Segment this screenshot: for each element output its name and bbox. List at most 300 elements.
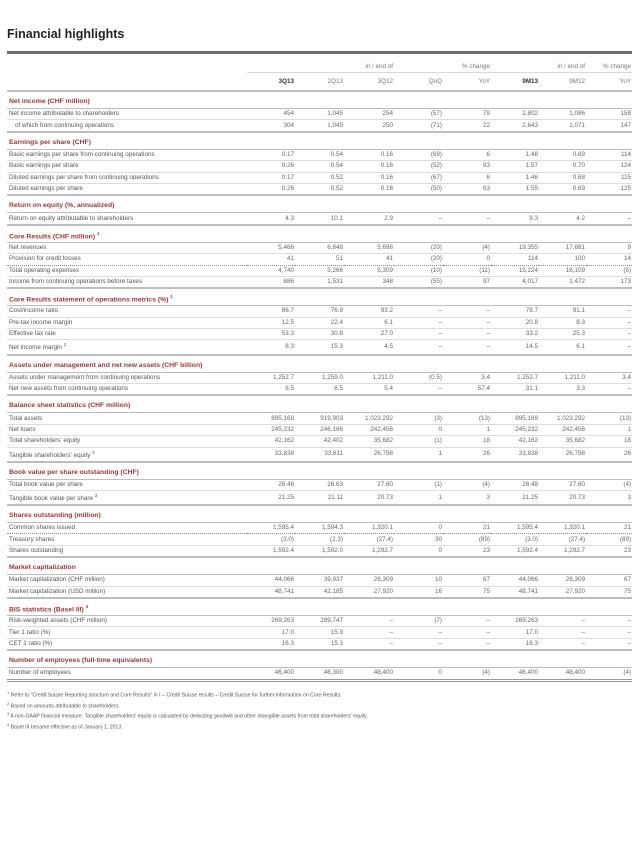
value-cell-3q13: 53.3 <box>247 329 295 340</box>
value-cell-9m13: 1.57 <box>491 161 539 172</box>
row-label <box>7 616 247 627</box>
value-cell-3q12: 0.16 <box>344 172 394 183</box>
value-cell-3q12: 48,400 <box>344 668 394 680</box>
value-cell-9m12: 16,109 <box>539 265 586 276</box>
table-row <box>7 616 632 627</box>
value-cell-3q12: 5,698 <box>344 242 394 253</box>
row-label-text: Total book value per share <box>9 480 83 488</box>
value-cell-yoy: 97 <box>443 276 491 288</box>
row-label-text: Net income attributable to shareholders <box>9 110 119 118</box>
value-cell-qoq: 1 <box>394 447 443 462</box>
row-label <box>7 668 247 680</box>
table-row <box>7 523 632 534</box>
row-label-text: Basic earnings per share from continuing operations <box>9 150 155 158</box>
value-cell-3q13: 895,169 <box>247 413 295 424</box>
value-cell-9m12: 0.69 <box>539 183 586 195</box>
value-cell-qoq: (55) <box>394 276 443 288</box>
value-cell-2q13: 22.4 <box>295 317 344 328</box>
group-header-change-nine-months: % change <box>586 54 632 73</box>
value-cell-3q13: 0.17 <box>247 149 295 160</box>
value-cell-yoy: 125 <box>586 183 632 195</box>
value-cell-9m13: (3.0) <box>491 534 539 545</box>
value-cell-2q13: 15.3 <box>295 340 344 355</box>
value-cell-yoy: – <box>586 317 632 328</box>
value-cell-9m12: 1,211.0 <box>539 372 586 383</box>
table-row <box>7 276 632 288</box>
value-cell-2q13: 51 <box>295 254 344 265</box>
section-header-row <box>7 195 632 213</box>
value-cell-yoy: – <box>443 616 491 627</box>
value-cell-2q13: 1,045 <box>295 120 344 132</box>
section-title <box>7 132 632 150</box>
value-cell-yoy: 3.4 <box>443 372 491 383</box>
value-cell-yoy: 158 <box>586 109 632 120</box>
table-row <box>7 161 632 172</box>
value-cell-yoy: 21 <box>443 523 491 534</box>
table-row <box>7 149 632 160</box>
table-row <box>7 109 632 120</box>
footnote-marker: 1 <box>170 294 173 300</box>
value-cell-3q13: 0.26 <box>247 183 295 195</box>
table-row <box>7 436 632 447</box>
value-cell-9m13: 19,355 <box>491 242 539 253</box>
table-row <box>7 317 632 328</box>
value-cell-yoy: 67 <box>443 575 491 586</box>
value-cell-yoy: 23 <box>586 545 632 557</box>
value-cell-9m13: 26.48 <box>491 479 539 490</box>
value-cell-3q12: 0.16 <box>344 161 394 172</box>
table-row <box>7 586 632 598</box>
footnote-text: A non-GAAP financial measure. Tangible shareholders' equity is calculated by deducting goodwill and other intangible assets from total shareholders' equity. <box>10 714 368 721</box>
column-header-3q13: 3Q13 <box>247 73 295 92</box>
value-cell-3q13: 269,263 <box>247 616 295 627</box>
section-title <box>7 355 632 373</box>
section-title-text: Core Results (CHF million) <box>9 232 96 240</box>
row-label-text: Diluted earnings per share from continuing operations <box>9 173 159 181</box>
footnote-marker: 2 <box>63 342 67 348</box>
value-cell-3q12: (27.4) <box>344 534 394 545</box>
value-cell-9m13: 15,224 <box>491 265 539 276</box>
section-title-text: Assets under management and net new assets (CHF billion) <box>9 361 203 369</box>
value-cell-3q12: 1,023,292 <box>344 413 394 424</box>
value-cell-9m12: 20.73 <box>539 491 586 506</box>
section-title <box>7 598 632 616</box>
row-label <box>7 383 247 395</box>
row-label-text: Net new assets from continuing operations <box>9 385 129 393</box>
value-cell-yoy: 22 <box>443 120 491 132</box>
table-row <box>7 575 632 586</box>
value-cell-2q13: 39,937 <box>295 575 344 586</box>
row-label <box>7 638 247 650</box>
value-cell-yoy: 75 <box>443 586 491 598</box>
row-label-text: Net revenues <box>9 243 47 251</box>
row-label-text: Tier 1 ratio (%) <box>9 628 51 636</box>
value-cell-3q13: (3.0) <box>247 534 295 545</box>
value-cell-9m13: 2,802 <box>491 109 539 120</box>
row-label <box>7 523 247 534</box>
value-cell-qoq: (57) <box>394 109 443 120</box>
value-cell-9m12: 0.70 <box>539 161 586 172</box>
footnote-number: 3 <box>7 711 10 717</box>
value-cell-qoq: (20) <box>394 242 443 253</box>
column-header-9m12: 9M12 <box>539 73 586 92</box>
value-cell-2q13: 10.1 <box>295 213 344 225</box>
value-cell-2q13: 0.54 <box>295 149 344 160</box>
value-cell-qoq: 0 <box>394 668 443 680</box>
footnote-item <box>7 700 632 711</box>
section-title-text: Book value per share outstanding (CHF) <box>9 468 139 476</box>
section-title <box>7 225 632 243</box>
value-cell-3q12: 250 <box>344 120 394 132</box>
value-cell-3q13: 1,592.4 <box>247 545 295 557</box>
value-cell-yoy: – <box>586 383 632 395</box>
group-header-in-end-of-quarter: in / end of <box>247 54 394 73</box>
row-label-text: Provision for credit losses <box>9 255 81 263</box>
value-cell-9m13: 14.5 <box>491 340 539 355</box>
row-label <box>7 183 247 195</box>
row-label <box>7 329 247 340</box>
value-cell-9m12: 1,292.7 <box>539 545 586 557</box>
value-cell-yoy: – <box>443 306 491 317</box>
value-cell-9m12: 91.1 <box>539 306 586 317</box>
value-cell-yoy: – <box>586 616 632 627</box>
value-cell-yoy: 173 <box>586 276 632 288</box>
value-cell-yoy: 14 <box>586 254 632 265</box>
row-label-text: Market capitalization (CHF million) <box>9 576 105 584</box>
column-header-qoq: QoQ <box>394 73 443 92</box>
section-title <box>7 91 632 109</box>
value-cell-qoq: – <box>394 213 443 225</box>
table-row <box>7 424 632 435</box>
value-cell-2q13: 42,185 <box>295 586 344 598</box>
row-label <box>7 447 247 462</box>
value-cell-yoy: (4) <box>586 668 632 680</box>
value-cell-qoq: (50) <box>394 183 443 195</box>
value-cell-2q13: 246,186 <box>295 424 344 435</box>
footnote-marker: 3 <box>94 493 98 498</box>
value-cell-9m12: 35,682 <box>539 436 586 447</box>
table-row <box>7 491 632 506</box>
value-cell-9m13: 42,162 <box>491 436 539 447</box>
value-cell-9m13: 1,595.4 <box>491 523 539 534</box>
value-cell-yoy: – <box>443 340 491 355</box>
table-row <box>7 340 632 355</box>
value-cell-3q12: 0.16 <box>344 149 394 160</box>
value-cell-3q13: 26.48 <box>247 479 295 490</box>
value-cell-yoy: 6 <box>443 149 491 160</box>
value-cell-2q13: 21.11 <box>295 491 344 506</box>
column-header-yoy-9m: YoY <box>586 73 632 92</box>
value-cell-qoq: (0.5) <box>394 372 443 383</box>
value-cell-3q13: 17.0 <box>247 627 295 638</box>
value-cell-9m13: 1,252.7 <box>491 372 539 383</box>
section-title <box>7 505 632 523</box>
value-cell-yoy: – <box>443 329 491 340</box>
row-label <box>7 276 247 288</box>
value-cell-2q13: 26.63 <box>295 479 344 490</box>
row-label <box>7 413 247 424</box>
value-cell-9m12: – <box>539 616 586 627</box>
column-header-9m13: 9M13 <box>491 73 539 92</box>
section-title <box>7 395 632 413</box>
value-cell-qoq: 16 <box>394 586 443 598</box>
value-cell-9m12: 1,071 <box>539 120 586 132</box>
value-cell-qoq: 0 <box>394 545 443 557</box>
row-label <box>7 265 247 276</box>
value-cell-9m12: 242,456 <box>539 424 586 435</box>
value-cell-3q13: 33,838 <box>247 447 295 462</box>
table-row <box>7 329 632 340</box>
column-group-header-row <box>7 54 632 73</box>
value-cell-2q13: 1,045 <box>295 109 344 120</box>
table-row <box>7 413 632 424</box>
row-label <box>7 109 247 120</box>
value-cell-yoy: – <box>443 213 491 225</box>
value-cell-9m12: 0.68 <box>539 172 586 183</box>
value-cell-9m12: 100 <box>539 254 586 265</box>
value-cell-qoq: (52) <box>394 161 443 172</box>
financial-highlights-table <box>7 54 632 682</box>
value-cell-3q13: 41 <box>247 254 295 265</box>
value-cell-yoy: (5) <box>586 265 632 276</box>
section-title-text: Market capitalization <box>9 564 76 572</box>
value-cell-9m13: 33,838 <box>491 447 539 462</box>
value-cell-3q13: 86.7 <box>247 306 295 317</box>
value-cell-2q13: 46,300 <box>295 668 344 680</box>
value-cell-3q13: 0.17 <box>247 172 295 183</box>
value-cell-qoq: (69) <box>394 149 443 160</box>
section-title-text: Return on equity (%, annualized) <box>9 202 115 210</box>
value-cell-9m13: 114 <box>491 254 539 265</box>
value-cell-2q13: 42,402 <box>295 436 344 447</box>
row-label-text: Common shares issued <box>9 524 76 532</box>
value-cell-yoy: 18 <box>586 436 632 447</box>
value-cell-yoy: 79 <box>443 109 491 120</box>
section-header-row <box>7 598 632 616</box>
table-row <box>7 183 632 195</box>
value-cell-qoq: 30 <box>394 534 443 545</box>
section-title-text: Balance sheet statistics (CHF million) <box>9 402 131 410</box>
row-label-text: Net income margin <box>9 344 62 352</box>
row-label <box>7 627 247 638</box>
value-cell-9m13: 269,263 <box>491 616 539 627</box>
value-cell-9m12: 1,472 <box>539 276 586 288</box>
value-cell-3q13: 1,252.7 <box>247 372 295 383</box>
value-cell-3q13: 42,162 <box>247 436 295 447</box>
value-cell-9m13: 895,169 <box>491 413 539 424</box>
row-label-text: Treasury shares <box>9 535 55 543</box>
value-cell-9m12: 17,681 <box>539 242 586 253</box>
value-cell-3q13: 304 <box>247 120 295 132</box>
value-cell-3q12: – <box>344 638 394 650</box>
row-label <box>7 161 247 172</box>
value-cell-3q13: 44,066 <box>247 575 295 586</box>
value-cell-qoq: 0 <box>394 523 443 534</box>
value-cell-9m13: 17.0 <box>491 627 539 638</box>
section-title <box>7 557 632 575</box>
value-cell-qoq: – <box>394 317 443 328</box>
value-cell-qoq: (71) <box>394 120 443 132</box>
footnote-text: Basel III became effective as of January 1, 2013. <box>10 725 123 732</box>
value-cell-3q13: 5,466 <box>247 242 295 253</box>
value-cell-yoy: – <box>586 638 632 650</box>
value-cell-yoy: 9 <box>586 242 632 253</box>
row-label-text: Income from continuing operations before taxes <box>9 278 143 286</box>
value-cell-3q12: 0.16 <box>344 183 394 195</box>
table-row <box>7 172 632 183</box>
value-cell-3q13: 12.5 <box>247 317 295 328</box>
column-header-row <box>7 73 632 92</box>
value-cell-9m12: 4.2 <box>539 213 586 225</box>
row-label-text: CET 1 ratio (%) <box>9 640 53 648</box>
value-cell-2q13: (2.3) <box>295 534 344 545</box>
value-cell-yoy: – <box>443 638 491 650</box>
table-row <box>7 213 632 225</box>
blank-header-cell <box>7 54 247 73</box>
value-cell-yoy: 26 <box>586 447 632 462</box>
value-cell-2q13: 76.9 <box>295 306 344 317</box>
row-label <box>7 317 247 328</box>
value-cell-9m12: 27,920 <box>539 586 586 598</box>
table-row <box>7 372 632 383</box>
row-label-text: Tangible shareholders' equity <box>9 451 91 459</box>
value-cell-yoy: 1 <box>443 424 491 435</box>
value-cell-3q12: 20.73 <box>344 491 394 506</box>
value-cell-yoy: 1 <box>586 424 632 435</box>
footnote-number: 1 <box>7 689 10 695</box>
row-label-text: Diluted earnings per share <box>9 185 83 193</box>
section-header-row <box>7 505 632 523</box>
section-header-row <box>7 225 632 243</box>
value-cell-2q13: 919,903 <box>295 413 344 424</box>
value-cell-9m12: 26,798 <box>539 447 586 462</box>
section-title-text: Shares outstanding (million) <box>9 512 101 520</box>
table-row <box>7 545 632 557</box>
table-row <box>7 447 632 462</box>
row-label <box>7 479 247 490</box>
value-cell-3q12: 1,320.1 <box>344 523 394 534</box>
value-cell-3q12: 4.5 <box>344 340 394 355</box>
section-header-row <box>7 91 632 109</box>
value-cell-3q12: 1,292.7 <box>344 545 394 557</box>
value-cell-9m12: 1,086 <box>539 109 586 120</box>
value-cell-qoq: (1) <box>394 436 443 447</box>
value-cell-qoq: – <box>394 638 443 650</box>
value-cell-2q13: 1,531 <box>295 276 344 288</box>
value-cell-3q12: 27,920 <box>344 586 394 598</box>
section-title-text: Earnings per share (CHF) <box>9 138 91 146</box>
value-cell-3q12: 1,211.0 <box>344 372 394 383</box>
section-header-row <box>7 395 632 413</box>
value-cell-qoq: (67) <box>394 172 443 183</box>
footnote-marker: 3 <box>92 449 95 455</box>
row-label-text: Assets under management from continuing operations <box>9 373 161 381</box>
value-cell-yoy: (13) <box>443 413 491 424</box>
value-cell-yoy: 6 <box>443 172 491 183</box>
value-cell-9m13: 21.25 <box>491 491 539 506</box>
row-label <box>7 306 247 317</box>
value-cell-9m13: 1.55 <box>491 183 539 195</box>
value-cell-3q12: 26,309 <box>344 575 394 586</box>
footnote-marker: 4 <box>85 603 89 609</box>
value-cell-yoy: – <box>586 306 632 317</box>
row-label <box>7 586 247 598</box>
footnote-marker: 1 <box>97 230 100 236</box>
footnote-item <box>7 721 632 732</box>
value-cell-9m13: 1.46 <box>491 172 539 183</box>
value-cell-qoq: – <box>394 306 443 317</box>
value-cell-9m13: 4,017 <box>491 276 539 288</box>
row-label <box>7 120 247 132</box>
value-cell-yoy: – <box>443 317 491 328</box>
value-cell-3q13: 48,741 <box>247 586 295 598</box>
footnote-number: 4 <box>7 722 10 728</box>
row-label <box>7 242 247 253</box>
value-cell-yoy: 75 <box>586 586 632 598</box>
value-cell-2q13: 0.52 <box>295 183 344 195</box>
value-cell-yoy: (11) <box>443 265 491 276</box>
value-cell-3q12: 35,682 <box>344 436 394 447</box>
section-title-text: BIS statistics (Basel III) <box>9 606 84 614</box>
value-cell-9m12: 1,320.1 <box>539 523 586 534</box>
value-cell-9m13: 33.2 <box>491 329 539 340</box>
value-cell-2q13: 6,848 <box>295 242 344 253</box>
blank-header-cell <box>7 73 247 92</box>
value-cell-3q13: 8.5 <box>247 383 295 395</box>
value-cell-9m12: 25.3 <box>539 329 586 340</box>
value-cell-3q13: 46,400 <box>247 668 295 680</box>
value-cell-3q12: 41 <box>344 254 394 265</box>
value-cell-yoy: 114 <box>586 149 632 160</box>
value-cell-qoq: 0 <box>394 424 443 435</box>
value-cell-9m12: 27.60 <box>539 479 586 490</box>
value-cell-9m13: 46,400 <box>491 668 539 680</box>
value-cell-yoy: 63 <box>443 161 491 172</box>
value-cell-3q12: 2.9 <box>344 213 394 225</box>
row-label <box>7 491 247 506</box>
row-label <box>7 213 247 225</box>
group-header-in-end-of-nine-months: in / end of <box>491 54 586 73</box>
value-cell-9m13: 20.8 <box>491 317 539 328</box>
value-cell-yoy: 21 <box>586 523 632 534</box>
value-cell-9m13: 31.1 <box>491 383 539 395</box>
table-row <box>7 668 632 680</box>
value-cell-yoy: (89) <box>443 534 491 545</box>
row-label <box>7 372 247 383</box>
table-row <box>7 627 632 638</box>
value-cell-3q12: 6.1 <box>344 317 394 328</box>
value-cell-3q12: – <box>344 616 394 627</box>
value-cell-qoq: (7) <box>394 616 443 627</box>
value-cell-2q13: 5,266 <box>295 265 344 276</box>
column-header-2q13: 2Q13 <box>295 73 344 92</box>
value-cell-2q13: 8.5 <box>295 383 344 395</box>
value-cell-3q13: 4.3 <box>247 213 295 225</box>
value-cell-yoy: 124 <box>586 161 632 172</box>
row-label-text: Shares outstanding <box>9 547 64 555</box>
value-cell-2q13: 1,259.0 <box>295 372 344 383</box>
row-label-text: Total assets <box>9 414 43 422</box>
value-cell-9m12: 48,400 <box>539 668 586 680</box>
value-cell-yoy: – <box>586 329 632 340</box>
value-cell-2q13: 0.54 <box>295 161 344 172</box>
row-label-text: Risk-weighted assets (CHF million) <box>9 617 107 625</box>
footnote-number: 2 <box>7 700 10 706</box>
value-cell-9m12: – <box>539 627 586 638</box>
section-header-row <box>7 557 632 575</box>
value-cell-9m12: 6.1 <box>539 340 586 355</box>
value-cell-3q13: 0.26 <box>247 161 295 172</box>
